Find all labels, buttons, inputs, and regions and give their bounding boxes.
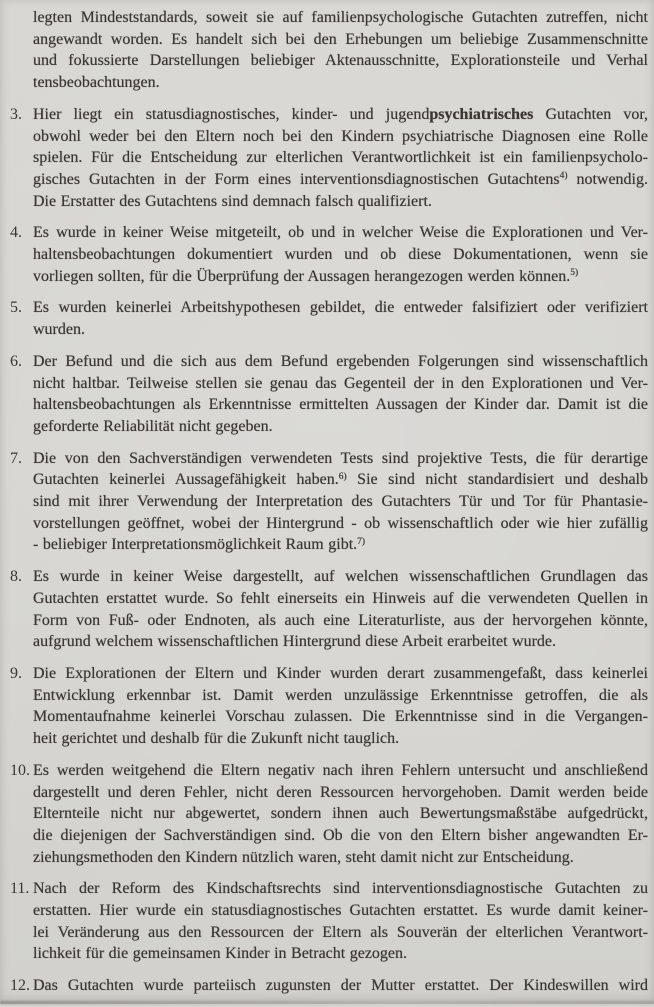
text-line: Gutachten keinerlei Aussagefähigkeit haben.$^{6)}$ Sie sind nicht standardisiert und deshalb [33, 471, 648, 489]
text-line: die diejenigen der Sachverständigen sind. Ob die von den Eltern bisher angewandten Er- [33, 826, 648, 844]
item-number: 4. [10, 224, 22, 242]
document-text [8, 7, 648, 1007]
item-text [33, 222, 648, 287]
paragraph [8, 7, 648, 94]
text-line: Form von Fuß- oder Endnoten, als auch eine Literaturliste, aus der hervorgehen könnte, [33, 611, 648, 629]
text-line: obwohl weder bei den Eltern noch bei den Kindern psychiatrische Diagnosen eine Rolle [33, 127, 648, 145]
list-item [8, 104, 648, 213]
text-line: Momentaufnahme keinerlei Vorschau zulassen. Die Erkenntnisse sind in die Vergangen- [33, 708, 648, 726]
text-line: wurden. [33, 321, 85, 339]
text-line: haltensbeobachtungen als Erkenntnisse ermittelten Aussagen der Kinder dar. Damit ist die [33, 396, 648, 414]
text-line: Es wurde in keiner Weise dargestellt, auf welchen wissenschaftlichen Grundlagen das [33, 568, 648, 586]
text-line: Hier liegt ein statusdiagnostisches, kinder- und jugendpsychiatrisches Gutachten vor, [33, 105, 649, 123]
list-item [8, 878, 648, 965]
text-line: Das Gutachten wurde parteiisch zugunsten der Mutter erstattet. Der Kindeswillen wird [33, 977, 648, 995]
text-line: tensbeobachtungen. [33, 74, 160, 92]
text-line: vorstellungen geöffnet, wobei der Hintergrund - ob wissenschaftlich oder wie hier zufällig [33, 514, 648, 532]
text-line: Nach der Reform des Kindschaftsrechts sind interventionsdiagnostische Gutachten zu [33, 880, 648, 898]
text-line: - beliebiger Interpretationsmöglichkeit Raum gibt.$^{7)}$ [33, 536, 366, 554]
text-line: vorliegen sollten, für die Überprüfung der Aussagen herangezogen werden können.$^{5)}$ [33, 267, 579, 285]
item-text [33, 878, 648, 965]
text-line: Die Erstatter des Gutachtens sind demnach falsch qualifiziert. [33, 192, 432, 210]
item-number: 5. [10, 299, 22, 317]
item-text [33, 7, 648, 94]
text-line: aufgrund welchem wissenschaftlichen Hintergrund diese Arbeit erarbeitet wurde. [33, 633, 557, 651]
item-number: 12. [10, 977, 30, 995]
item-text [33, 566, 648, 653]
list-item [8, 351, 648, 438]
list-item [8, 663, 648, 750]
item-number: 11. [10, 880, 30, 898]
text-line: erstatten. Hier wurde ein statusdiagnostisches Gutachten erstattet. Es wurde damit keiner- [33, 902, 648, 920]
text-line: Entwicklung erkennbar ist. Damit werden unzulässige Erkenntnisse getroffen, die als [33, 686, 648, 704]
item-number: 8. [10, 568, 22, 586]
text-line: Gutachten erstattet wurde. So fehlt einerseits ein Hinweis auf die verwendeten Quellen in [33, 589, 648, 607]
text-line: haltensbeobachtungen dokumentiert wurden und ob diese Dokumentationen, wenn sie [33, 246, 648, 264]
text-line: dargestellt und deren Fehler, nicht deren Ressourcen hervorgehoben. Damit werden beide [33, 783, 648, 801]
list-item [8, 222, 648, 287]
text-line: und fokussierte Darstellungen beliebiger Aktenausschnitte, Explorationsteile und Verhal [33, 52, 648, 70]
item-text [33, 663, 648, 750]
text-line: lei Veränderung aus den Ressourcen der Eltern als Souverän der elterlichen Verantwort- [33, 923, 648, 941]
text-line: gisches Gutachten in der Form eines interventionsdiagnostischen Gutachtens$^{4)}$ notwendig. [33, 170, 649, 188]
text-line: geforderte Reliabilität nicht gegeben. [33, 417, 273, 435]
item-text [33, 297, 648, 340]
item-text [33, 448, 648, 557]
text-line: heit gerichtet und deshalb für die Zukunft nicht tauglich. [33, 730, 400, 748]
text-line: Es wurde in keiner Weise mitgeteilt, ob und in welcher Weise die Explorationen und Ver- [33, 224, 648, 242]
text-line: ziehungsmethoden den Kindern nützlich waren, steht damit nicht zur Entscheidung. [33, 848, 574, 866]
text-line: Es werden weitgehend die Eltern negativ nach ihren Fehlern untersucht und anschließend [33, 761, 648, 779]
item-number: 9. [10, 664, 22, 682]
list-item [8, 760, 648, 869]
item-number: 7. [10, 449, 22, 467]
item-number: 3. [10, 105, 22, 123]
text-line: legten Mindeststandards, soweit sie auf familienpsychologische Gutachten zutreffen, nicht [33, 9, 648, 26]
text-line: Die von den Sachverständigen verwendeten Tests sind projektive Tests, die für derartige [33, 449, 648, 467]
item-number [8, 7, 33, 94]
list-item [8, 566, 648, 653]
item-text [33, 760, 648, 869]
text-line: Der Befund und die sich aus dem Befund ergebenden Folgerungen sind wissenschaftlich [33, 352, 648, 370]
text-line: sind mit ihrer Verwendung der Interpretation des Gutachters Tür und Tor für Phantasie- [33, 493, 648, 511]
item-text [33, 104, 648, 213]
list-item [8, 975, 648, 997]
item-number: 6. [10, 352, 22, 370]
item-number: 10. [10, 761, 30, 779]
text-line: Es wurden keinerlei Arbeitshypothesen gebildet, die entweder falsifiziert oder verifiziert [33, 299, 648, 317]
text-line: spielen. Für die Entscheidung zur elterlichen Verantwortlichkeit ist ein familienpsycholo- [33, 149, 648, 167]
list-item [8, 297, 648, 340]
text-line: nicht haltbar. Teilweise stellen sie genau das Gegenteil der in den Explorationen und Ver- [33, 374, 648, 392]
text-line: lichkeit für die gemeinsamen Kinder in Betracht gezogen. [33, 945, 408, 963]
item-text [33, 351, 648, 438]
list-item [8, 448, 648, 557]
text-line: angewandt worden. Es handelt sich bei den Erhebungen um beliebige Zusammenschnitte [33, 30, 648, 48]
item-text [33, 975, 648, 997]
text-line: Die Explorationen der Eltern und Kinder wurden derart zusammengefaßt, dass keinerlei [33, 664, 648, 682]
text-line: Elternteile nicht nur abgewertet, sondern ihnen auch Bewertungsmaßstäbe aufgedrückt, [33, 805, 648, 823]
